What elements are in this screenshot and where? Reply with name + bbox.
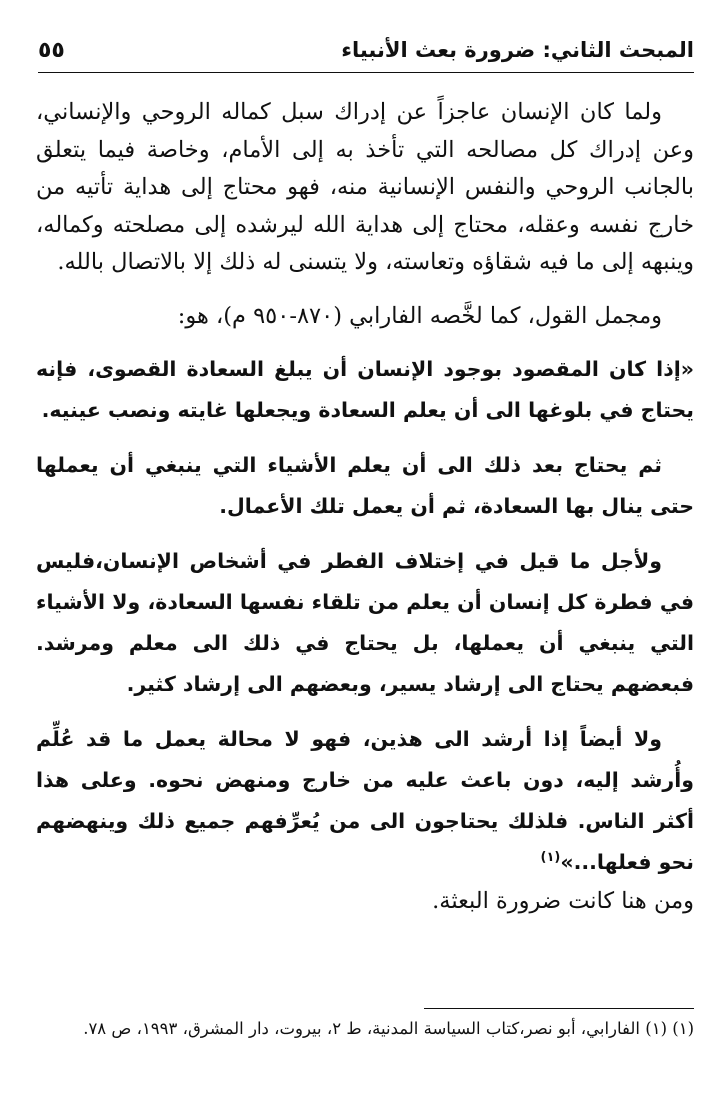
page-header	[38, 28, 694, 73]
quote-paragraph-4-text: ولا أيضاً إذا أرشد الى هذين، فهو لا محالة يعمل ما قد عُلِّم وأُرشد إليه، دون باعث عليه من خارج ومنهض نحوه. وعلى هذا أكثر الناس. فلذلك يحتاجون الى من يُعرِّفهم جميع ذلك وينهضهم نحو فعلها...»	[36, 727, 694, 874]
page-body	[36, 94, 694, 921]
closing-line: ومن هنا كانت ضرورة البعثة.	[432, 888, 694, 914]
farabi-intro-paragraph: ومجمل القول، كما لخَّصه الفارابي (٨٧٠-٩٥٠ م)، هو:	[177, 302, 662, 329]
quote-paragraph-3: ولأجل ما قيل في إختلاف الفطر في أشخاص الإنسان،فليس في فطرة كل إنسان أن يعلم من تلقاء نفسها السعادة، ولا الأشياء التي ينبغي أن يعملها، بل يحتاج في ذلك الى معلم ومرشد. فبعضهم يحتاج الى إرشاد يسير، وبعضهم الى إرشاد كثير.	[36, 549, 694, 696]
page-number: ٥٥	[38, 37, 65, 63]
quote-paragraph-4	[36, 719, 694, 883]
quote-paragraph-1: «إذا كان المقصود بوجود الإنسان أن يبلغ السعادة القصوى، فإنه يحتاج في بلوغها الى أن يعلم السعادة ويجعلها غايته ونصب عينيه.	[36, 357, 694, 422]
footnote-divider	[424, 1008, 694, 1009]
quote-paragraph-2: ثم يحتاج بعد ذلك الى أن يعلم الأشياء التي ينبغي أن يعملها حتى ينال بها السعادة، ثم أن يعمل تلك الأعمال.	[36, 453, 694, 518]
footnote-reference: (١)	[540, 850, 561, 866]
running-head: المبحث الثاني: ضرورة بعث الأنبياء	[341, 38, 694, 62]
intro-paragraph: ولما كان الإنسان عاجزاً عن إدراك سبل كماله الروحي والإنساني، وعن إدراك كل مصالحه التي تأخذ به إلى الأمام، وخاصة فيما يتعلق بالجانب الروحي والنفس الإنسانية منه، فهو محتاج إلى هداية تأتيه من خارج نفسه وعقله، محتاج إلى هداية الله ليرشده إلى مصلحته وكماله، وينبهه إلى ما فيه شقاؤه وتعاسته، ولا يتسنى له ذلك إلا بالاتصال بالله.	[36, 99, 694, 275]
footnote: (١) (١) الفارابي، أبو نصر،كتاب السياسة المدنية، ط ٢، بيروت، دار المشرق، ١٩٩٣، ص ٧٨.	[83, 1019, 694, 1038]
